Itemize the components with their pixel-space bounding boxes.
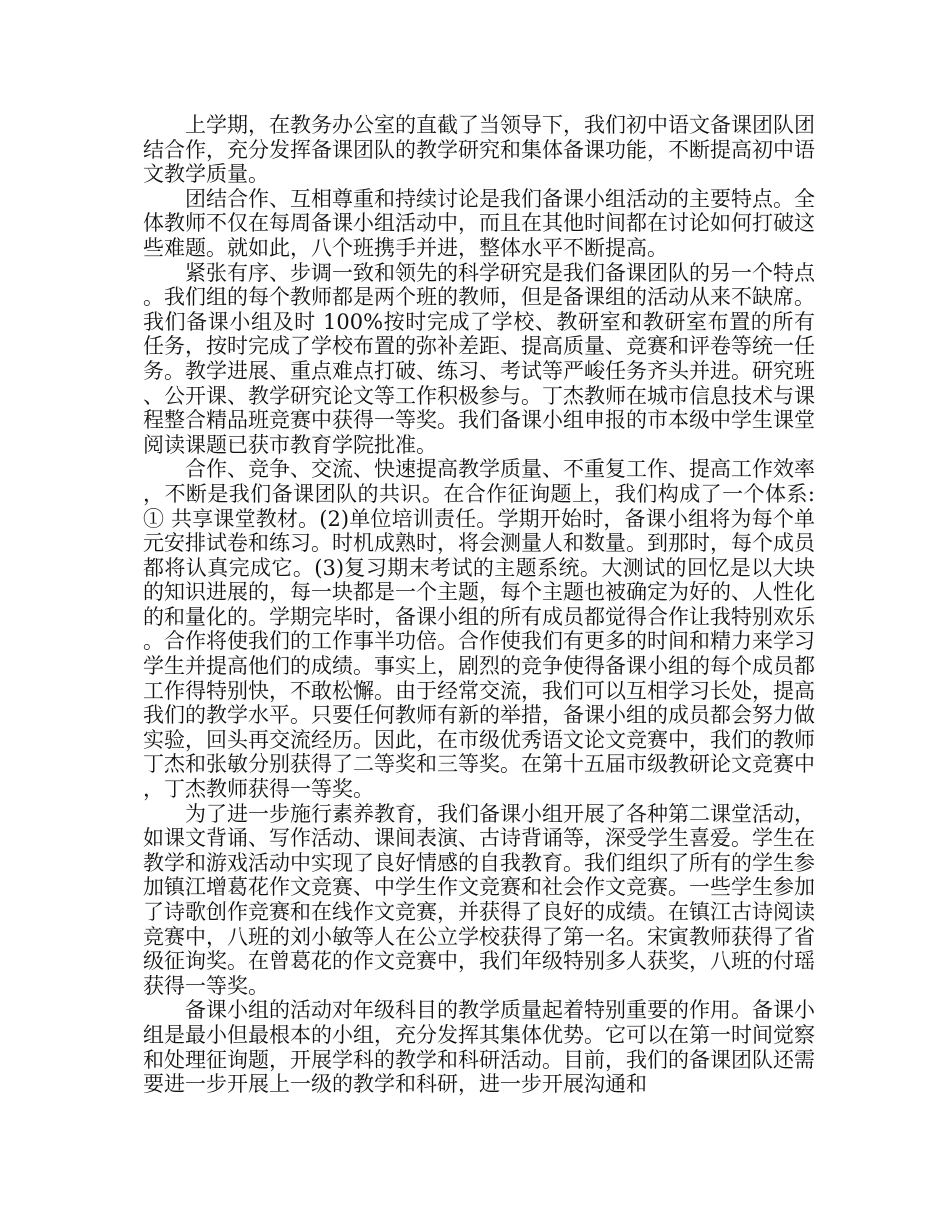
paragraph-intro: 上学期，在教务办公室的直截了当领导下，我们初中语文备课团队团结合作，充分发挥备课团队的教学研究和集体备课功能，不断提高初中语文教学质量。 bbox=[143, 113, 815, 187]
paragraph-teamwork: 团结合作、互相尊重和持续讨论是我们备课小组活动的主要特点。全体教师不仅在每周备课小组活动中，而且在其他时间都在讨论如何打破这些难题。就如此，八个班携手并进，整体水平不断提高。 bbox=[143, 186, 815, 260]
paragraph-research: 紧张有序、步调一致和领先的科学研究是我们备课团队的另一个特点。我们组的每个教师都是两个班的教师，但是备课组的活动从来不缺席。我们备课小组及时 100%按时完成了学校、教研室和教研室布置的所有任务，按时完成了学校布置的弥补差距、提高质量、竞赛和评卷等统一任务。教学进展、重点难点打破、练习、考试等严峻任务齐头并进。研究班、公开课、教学研究论文等工作积极参与。丁杰教师在城市信息技术与课程整合精品班竞赛中获得一等奖。我们备课小组申报的市本级中学生课堂阅读课题已获市教育学院批准。 bbox=[143, 260, 815, 457]
paragraph-role: 备课小组的活动对年级科目的教学质量起着特别重要的作用。备课小组是最小但最根本的小组，充分发挥其集体优势。它可以在第一时间觉察和处理征询题，开展学科的教学和科研活动。目前，我们的备课团队还需要进一步开展上一级的教学和科研，进一步开展沟通和 bbox=[143, 998, 815, 1097]
paragraph-activities: 为了进一步施行素养教育，我们备课小组开展了各种第二课堂活动，如课文背诵、写作活动、课间表演、古诗背诵等，深受学生喜爱。学生在教学和游戏活动中实现了良好情感的自我教育。我们组织了所有的学生参加镇江增葛花作文竞赛、中学生作文竞赛和社会作文竞赛。一些学生参加了诗歌创作竞赛和在线作文竞赛，并获得了良好的成绩。在镇江古诗阅读竞赛中，八班的刘小敏等人在公立学校获得了第一名。宋寅教师获得了省级征询奖。在曾葛花的作文竞赛中，我们年级特别多人获奖，八班的付瑶获得一等奖。 bbox=[143, 801, 815, 998]
paragraph-cooperation: 合作、竞争、交流、快速提高教学质量、不重复工作、提高工作效率，不断是我们备课团队的共识。在合作征询题上，我们构成了一个体系:① 共享课堂教材。(2)单位培训责任。学期开始时，备课小组将为每个单元安排试卷和练习。时机成熟时，将会测量人和数量。到那时，每个成员都将认真完成它。(3)复习期末考试的主题系统。大测试的回忆是以大块的知识进展的，每一块都是一个主题，每个主题也被确定为好的、人性化的和量化的。学期完毕时，备课小组的所有成员都觉得合作让我特别欢乐。合作将使我们的工作事半功倍。合作使我们有更多的时间和精力来学习学生并提高他们的成绩。事实上，剧烈的竞争使得备课小组的每个成员都工作得特别快，不敢松懈。由于经常交流，我们可以互相学习长处，提高我们的教学水平。只要任何教师有新的举措，备课小组的成员都会努力做实验，回头再交流经历。因此，在市级优秀语文论文竞赛中，我们的教师丁杰和张敏分别获得了二等奖和三等奖。在第十五届市级教研论文竞赛中，丁杰教师获得一等奖。 bbox=[143, 457, 815, 802]
document-body bbox=[143, 113, 815, 1097]
